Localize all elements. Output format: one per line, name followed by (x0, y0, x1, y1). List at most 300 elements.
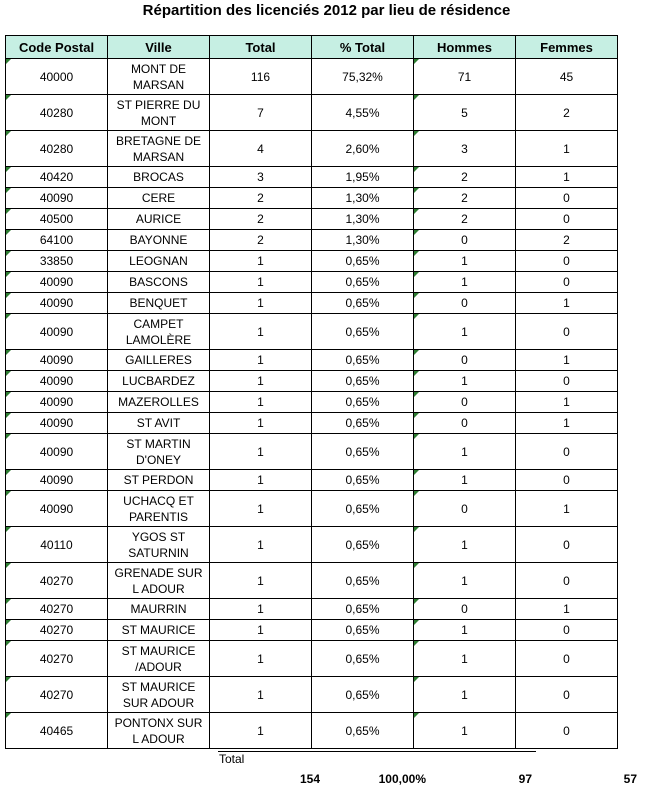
cell-code-postal[interactable] (6, 470, 108, 491)
cell-indicator-icon (414, 350, 419, 355)
totals-femmes: 57 (623, 772, 637, 786)
cell-hommes[interactable] (414, 350, 516, 371)
cell-ville[interactable] (108, 527, 210, 563)
cell-pct-total[interactable] (312, 167, 414, 188)
cell-code-postal[interactable] (6, 230, 108, 251)
cell-total[interactable] (210, 167, 312, 188)
cell-indicator-icon (6, 599, 11, 604)
cell-total[interactable] (210, 251, 312, 272)
cell-code-postal[interactable] (6, 350, 108, 371)
cell-pct-total-text: 2,60% (345, 141, 380, 156)
cell-total[interactable] (210, 491, 312, 527)
totals-label: Total (219, 752, 245, 766)
cell-indicator-icon (6, 371, 11, 376)
cell-ville[interactable] (108, 188, 210, 209)
cell-hommes[interactable] (414, 230, 516, 251)
cell-ville-text: YGOS ST SATURNIN (128, 529, 189, 560)
cell-pct-total-text: 0,65% (345, 444, 380, 459)
cell-pct-total[interactable] (312, 314, 414, 350)
cell-pct-total-text: 0,65% (345, 353, 380, 367)
cell-ville[interactable] (108, 293, 210, 314)
cell-ville[interactable] (108, 314, 210, 350)
cell-indicator-icon (6, 59, 11, 64)
cell-pct-total[interactable] (312, 209, 414, 230)
cell-femmes-text: 0 (563, 275, 570, 289)
cell-hommes-text: 1 (461, 254, 468, 268)
table-row (6, 371, 618, 392)
cell-hommes[interactable] (414, 167, 516, 188)
table-row (6, 527, 618, 563)
cell-code-postal[interactable] (6, 713, 108, 749)
cell-femmes-text: 0 (563, 687, 570, 702)
cell-pct-total-text: 0,65% (345, 623, 380, 637)
cell-total-text: 1 (257, 275, 264, 289)
cell-code-postal[interactable] (6, 641, 108, 677)
cell-hommes-text: 0 (461, 233, 468, 247)
cell-code-postal[interactable] (6, 209, 108, 230)
cell-code-postal[interactable] (6, 599, 108, 620)
cell-femmes-text: 1 (563, 296, 570, 310)
cell-femmes[interactable] (516, 209, 618, 230)
totals-label-area (218, 751, 536, 766)
cell-code-postal[interactable] (6, 413, 108, 434)
cell-ville[interactable] (108, 620, 210, 641)
cell-indicator-icon (414, 188, 419, 193)
cell-hommes[interactable] (414, 677, 516, 713)
header-row (6, 36, 618, 59)
cell-total[interactable] (210, 350, 312, 371)
cell-pct-total[interactable] (312, 272, 414, 293)
cell-indicator-icon (414, 677, 419, 682)
cell-ville[interactable] (108, 599, 210, 620)
cell-femmes-text: 0 (563, 573, 570, 588)
cell-code-postal[interactable] (6, 59, 108, 95)
cell-femmes[interactable] (516, 620, 618, 641)
cell-ville[interactable] (108, 392, 210, 413)
cell-femmes[interactable] (516, 59, 618, 95)
cell-femmes[interactable] (516, 413, 618, 434)
cell-pct-total-text: 1,30% (345, 212, 380, 226)
cell-femmes-text: 0 (563, 537, 570, 552)
cell-femmes[interactable] (516, 95, 618, 131)
cell-total[interactable] (210, 95, 312, 131)
cell-hommes[interactable] (414, 188, 516, 209)
cell-code-postal-text: 40270 (39, 573, 74, 588)
cell-indicator-icon (414, 434, 419, 439)
cell-indicator-icon (6, 563, 11, 568)
header-ville[interactable]: Ville (108, 36, 210, 59)
residence-table (5, 35, 618, 749)
cell-total-text: 2 (257, 191, 264, 205)
cell-pct-total[interactable] (312, 470, 414, 491)
cell-hommes[interactable] (414, 371, 516, 392)
cell-total-text: 2 (257, 212, 264, 226)
cell-femmes[interactable] (516, 314, 618, 350)
table-row (6, 641, 618, 677)
cell-hommes[interactable] (414, 314, 516, 350)
cell-hommes-text: 0 (461, 296, 468, 310)
table-row (6, 392, 618, 413)
cell-femmes[interactable] (516, 434, 618, 470)
cell-total-text: 1 (257, 254, 264, 268)
cell-hommes-text: 2 (461, 191, 468, 205)
cell-hommes-text: 0 (461, 395, 468, 409)
cell-pct-total[interactable] (312, 230, 414, 251)
cell-pct-total[interactable] (312, 251, 414, 272)
cell-ville-text: GRENADE SUR L ADOUR (114, 565, 203, 596)
cell-femmes[interactable] (516, 251, 618, 272)
cell-femmes-text: 1 (563, 170, 570, 184)
cell-total[interactable] (210, 677, 312, 713)
cell-code-postal[interactable] (6, 491, 108, 527)
cell-code-postal[interactable] (6, 272, 108, 293)
cell-ville[interactable] (108, 413, 210, 434)
cell-total[interactable] (210, 230, 312, 251)
cell-hommes-text: 2 (461, 212, 468, 226)
cell-total[interactable] (210, 470, 312, 491)
cell-ville-text: CERE (141, 191, 176, 205)
cell-hommes[interactable] (414, 59, 516, 95)
cell-indicator-icon (414, 392, 419, 397)
cell-total-text: 1 (257, 723, 264, 738)
cell-hommes-text: 1 (461, 374, 468, 388)
cell-femmes-text: 0 (563, 254, 570, 268)
cell-hommes[interactable] (414, 434, 516, 470)
cell-indicator-icon (6, 620, 11, 625)
cell-femmes-text: 2 (563, 233, 570, 247)
cell-indicator-icon (6, 230, 11, 235)
cell-code-postal[interactable] (6, 95, 108, 131)
cell-total-text: 116 (250, 69, 271, 84)
cell-pct-total-text: 0,65% (345, 416, 380, 430)
cell-ville-text: ST PERDON (123, 473, 194, 487)
cell-code-postal[interactable] (6, 563, 108, 599)
cell-ville-text: ST MAURICE SUR ADOUR (121, 679, 196, 710)
cell-pct-total[interactable] (312, 188, 414, 209)
cell-total[interactable] (210, 209, 312, 230)
cell-femmes-text: 1 (563, 395, 570, 409)
cell-femmes[interactable] (516, 272, 618, 293)
cell-code-postal-text: 40090 (39, 324, 74, 339)
cell-code-postal-text: 40090 (39, 473, 74, 487)
cell-indicator-icon (414, 293, 419, 298)
cell-femmes-text: 45 (559, 69, 574, 84)
cell-pct-total-text: 0,65% (345, 651, 380, 666)
cell-ville-text: GAILLERES (125, 353, 192, 367)
cell-ville[interactable] (108, 641, 210, 677)
cell-ville[interactable] (108, 434, 210, 470)
cell-ville-text: ST AVIT (136, 416, 181, 430)
cell-ville-text: BROCAS (133, 170, 184, 184)
cell-total[interactable] (210, 392, 312, 413)
cell-code-postal-text: 40090 (39, 444, 74, 459)
table-row (6, 272, 618, 293)
cell-femmes[interactable] (516, 677, 618, 713)
cell-pct-total[interactable] (312, 677, 414, 713)
cell-indicator-icon (6, 527, 11, 532)
cell-code-postal[interactable] (6, 677, 108, 713)
cell-total-text: 1 (257, 416, 264, 430)
cell-total[interactable] (210, 713, 312, 749)
cell-ville[interactable] (108, 350, 210, 371)
cell-ville-text: BENQUET (129, 296, 188, 310)
cell-femmes[interactable] (516, 392, 618, 413)
cell-indicator-icon (414, 371, 419, 376)
cell-femmes[interactable] (516, 491, 618, 527)
cell-hommes[interactable] (414, 599, 516, 620)
cell-hommes[interactable] (414, 620, 516, 641)
cell-hommes[interactable] (414, 392, 516, 413)
cell-pct-total[interactable] (312, 713, 414, 749)
cell-ville-text: MONT DE MARSAN (130, 61, 187, 92)
cell-total[interactable] (210, 620, 312, 641)
cell-ville-text: LUCBARDEZ (122, 374, 195, 388)
cell-code-postal-text: 40270 (39, 687, 74, 702)
cell-hommes[interactable] (414, 413, 516, 434)
table-row (6, 314, 618, 350)
cell-code-postal-text: 33850 (39, 254, 74, 268)
cell-femmes[interactable] (516, 350, 618, 371)
cell-code-postal[interactable] (6, 251, 108, 272)
cell-pct-total-text: 0,65% (345, 501, 380, 516)
cell-total[interactable] (210, 314, 312, 350)
cell-total-text: 4 (257, 141, 264, 156)
cell-femmes[interactable] (516, 599, 618, 620)
cell-femmes[interactable] (516, 293, 618, 314)
cell-indicator-icon (414, 413, 419, 418)
cell-total[interactable] (210, 413, 312, 434)
table-row (6, 59, 618, 95)
totals-pct: 100,00% (378, 772, 426, 786)
cell-total[interactable] (210, 131, 312, 167)
cell-indicator-icon (6, 491, 11, 496)
cell-femmes[interactable] (516, 167, 618, 188)
cell-code-postal[interactable] (6, 314, 108, 350)
cell-hommes-text: 1 (461, 651, 468, 666)
cell-femmes[interactable] (516, 188, 618, 209)
cell-indicator-icon (6, 470, 11, 475)
cell-ville[interactable] (108, 230, 210, 251)
cell-code-postal[interactable] (6, 527, 108, 563)
cell-ville[interactable] (108, 251, 210, 272)
cell-hommes[interactable] (414, 272, 516, 293)
cell-total-text: 1 (257, 296, 264, 310)
cell-total-text: 1 (257, 623, 264, 637)
cell-femmes[interactable] (516, 470, 618, 491)
cell-ville[interactable] (108, 470, 210, 491)
cell-ville-text: BAYONNE (129, 233, 188, 247)
cell-code-postal[interactable] (6, 434, 108, 470)
cell-pct-total-text: 0,65% (345, 296, 380, 310)
cell-total-text: 1 (257, 501, 264, 516)
cell-hommes[interactable] (414, 131, 516, 167)
cell-total-text: 3 (257, 170, 264, 184)
cell-code-postal[interactable] (6, 293, 108, 314)
cell-pct-total[interactable] (312, 293, 414, 314)
cell-ville[interactable] (108, 59, 210, 95)
cell-pct-total[interactable] (312, 599, 414, 620)
cell-hommes[interactable] (414, 713, 516, 749)
cell-indicator-icon (414, 230, 419, 235)
cell-ville[interactable] (108, 491, 210, 527)
cell-indicator-icon (6, 413, 11, 418)
cell-hommes-text: 1 (461, 473, 468, 487)
cell-code-postal-text: 40280 (39, 105, 74, 120)
cell-pct-total[interactable] (312, 413, 414, 434)
cell-total-text: 1 (257, 651, 264, 666)
cell-pct-total[interactable] (312, 563, 414, 599)
cell-femmes[interactable] (516, 713, 618, 749)
header-pct-total[interactable]: % Total (312, 36, 414, 59)
cell-ville[interactable] (108, 371, 210, 392)
cell-total[interactable] (210, 563, 312, 599)
cell-total[interactable] (210, 599, 312, 620)
cell-code-postal-text: 40500 (39, 212, 74, 226)
header-femmes[interactable]: Femmes (516, 36, 618, 59)
cell-code-postal[interactable] (6, 392, 108, 413)
table-row (6, 599, 618, 620)
cell-pct-total-text: 0,65% (345, 374, 380, 388)
cell-femmes[interactable] (516, 563, 618, 599)
cell-hommes[interactable] (414, 491, 516, 527)
cell-ville[interactable] (108, 131, 210, 167)
cell-code-postal-text: 40270 (39, 602, 74, 616)
cell-ville[interactable] (108, 209, 210, 230)
cell-hommes-text: 0 (461, 416, 468, 430)
cell-code-postal[interactable] (6, 371, 108, 392)
cell-ville[interactable] (108, 167, 210, 188)
cell-code-postal[interactable] (6, 167, 108, 188)
cell-indicator-icon (414, 95, 419, 100)
cell-pct-total[interactable] (312, 620, 414, 641)
cell-femmes[interactable] (516, 131, 618, 167)
cell-total-text: 1 (257, 444, 264, 459)
cell-femmes-text: 0 (563, 473, 570, 487)
cell-ville-text: AURICE (135, 212, 182, 226)
cell-indicator-icon (414, 314, 419, 319)
cell-hommes[interactable] (414, 293, 516, 314)
cell-ville-text: ST PIERRE DU MONT (116, 97, 201, 128)
cell-pct-total-text: 0,65% (345, 602, 380, 616)
cell-ville[interactable] (108, 272, 210, 293)
cell-code-postal-text: 40090 (39, 191, 74, 205)
cell-hommes-text: 1 (461, 275, 468, 289)
cell-hommes[interactable] (414, 470, 516, 491)
cell-indicator-icon (6, 293, 11, 298)
cell-total-text: 1 (257, 687, 264, 702)
cell-indicator-icon (414, 131, 419, 136)
cell-hommes-text: 1 (461, 324, 468, 339)
table-row (6, 251, 618, 272)
cell-femmes[interactable] (516, 230, 618, 251)
cell-pct-total[interactable] (312, 95, 414, 131)
table-row (6, 434, 618, 470)
cell-indicator-icon (6, 188, 11, 193)
cell-code-postal-text: 40090 (39, 395, 74, 409)
cell-ville[interactable] (108, 95, 210, 131)
table-row (6, 188, 618, 209)
cell-code-postal[interactable] (6, 131, 108, 167)
cell-indicator-icon (414, 527, 419, 532)
header-total[interactable]: Total (210, 36, 312, 59)
cell-total[interactable] (210, 371, 312, 392)
cell-ville-text: ST MARTIN D'ONEY (126, 436, 191, 467)
cell-pct-total[interactable] (312, 491, 414, 527)
cell-hommes-text: 2 (461, 170, 468, 184)
table-row (6, 677, 618, 713)
cell-indicator-icon (414, 251, 419, 256)
cell-femmes-text: 1 (563, 353, 570, 367)
cell-total[interactable] (210, 527, 312, 563)
cell-total[interactable] (210, 434, 312, 470)
cell-ville[interactable] (108, 713, 210, 749)
cell-pct-total-text: 4,55% (345, 105, 380, 120)
cell-femmes[interactable] (516, 641, 618, 677)
cell-pct-total[interactable] (312, 434, 414, 470)
cell-femmes-text: 0 (563, 444, 570, 459)
cell-hommes[interactable] (414, 251, 516, 272)
table-row (6, 413, 618, 434)
cell-hommes-text: 1 (461, 573, 468, 588)
cell-total[interactable] (210, 188, 312, 209)
cell-pct-total[interactable] (312, 350, 414, 371)
cell-indicator-icon (414, 167, 419, 172)
cell-total-text: 1 (257, 353, 264, 367)
table-row (6, 230, 618, 251)
cell-pct-total[interactable] (312, 392, 414, 413)
cell-pct-total-text: 0,65% (345, 473, 380, 487)
cell-hommes[interactable] (414, 641, 516, 677)
cell-total[interactable] (210, 293, 312, 314)
cell-pct-total[interactable] (312, 527, 414, 563)
cell-code-postal[interactable] (6, 188, 108, 209)
cell-ville[interactable] (108, 677, 210, 713)
cell-hommes[interactable] (414, 563, 516, 599)
cell-indicator-icon (6, 167, 11, 172)
cell-hommes[interactable] (414, 209, 516, 230)
cell-indicator-icon (414, 209, 419, 214)
cell-code-postal-text: 40090 (39, 275, 74, 289)
cell-code-postal[interactable] (6, 620, 108, 641)
cell-ville[interactable] (108, 563, 210, 599)
cell-total[interactable] (210, 59, 312, 95)
header-hommes[interactable]: Hommes (414, 36, 516, 59)
header-code-postal[interactable]: Code Postal (6, 36, 108, 59)
cell-total-text: 1 (257, 473, 264, 487)
cell-pct-total[interactable] (312, 641, 414, 677)
cell-code-postal-text: 40090 (39, 374, 74, 388)
cell-hommes-text: 71 (457, 69, 472, 84)
cell-pct-total[interactable] (312, 371, 414, 392)
cell-total[interactable] (210, 272, 312, 293)
cell-pct-total[interactable] (312, 131, 414, 167)
cell-total-text: 1 (257, 374, 264, 388)
cell-femmes[interactable] (516, 527, 618, 563)
cell-femmes-text: 0 (563, 651, 570, 666)
cell-total[interactable] (210, 641, 312, 677)
cell-femmes[interactable] (516, 371, 618, 392)
cell-indicator-icon (414, 563, 419, 568)
cell-indicator-icon (414, 713, 419, 718)
cell-femmes-text: 0 (563, 191, 570, 205)
cell-total-text: 1 (257, 324, 264, 339)
cell-hommes[interactable] (414, 95, 516, 131)
cell-hommes[interactable] (414, 527, 516, 563)
cell-pct-total-text: 0,65% (345, 537, 380, 552)
cell-hommes-text: 0 (461, 353, 468, 367)
cell-pct-total[interactable] (312, 59, 414, 95)
cell-code-postal-text: 40090 (39, 353, 74, 367)
